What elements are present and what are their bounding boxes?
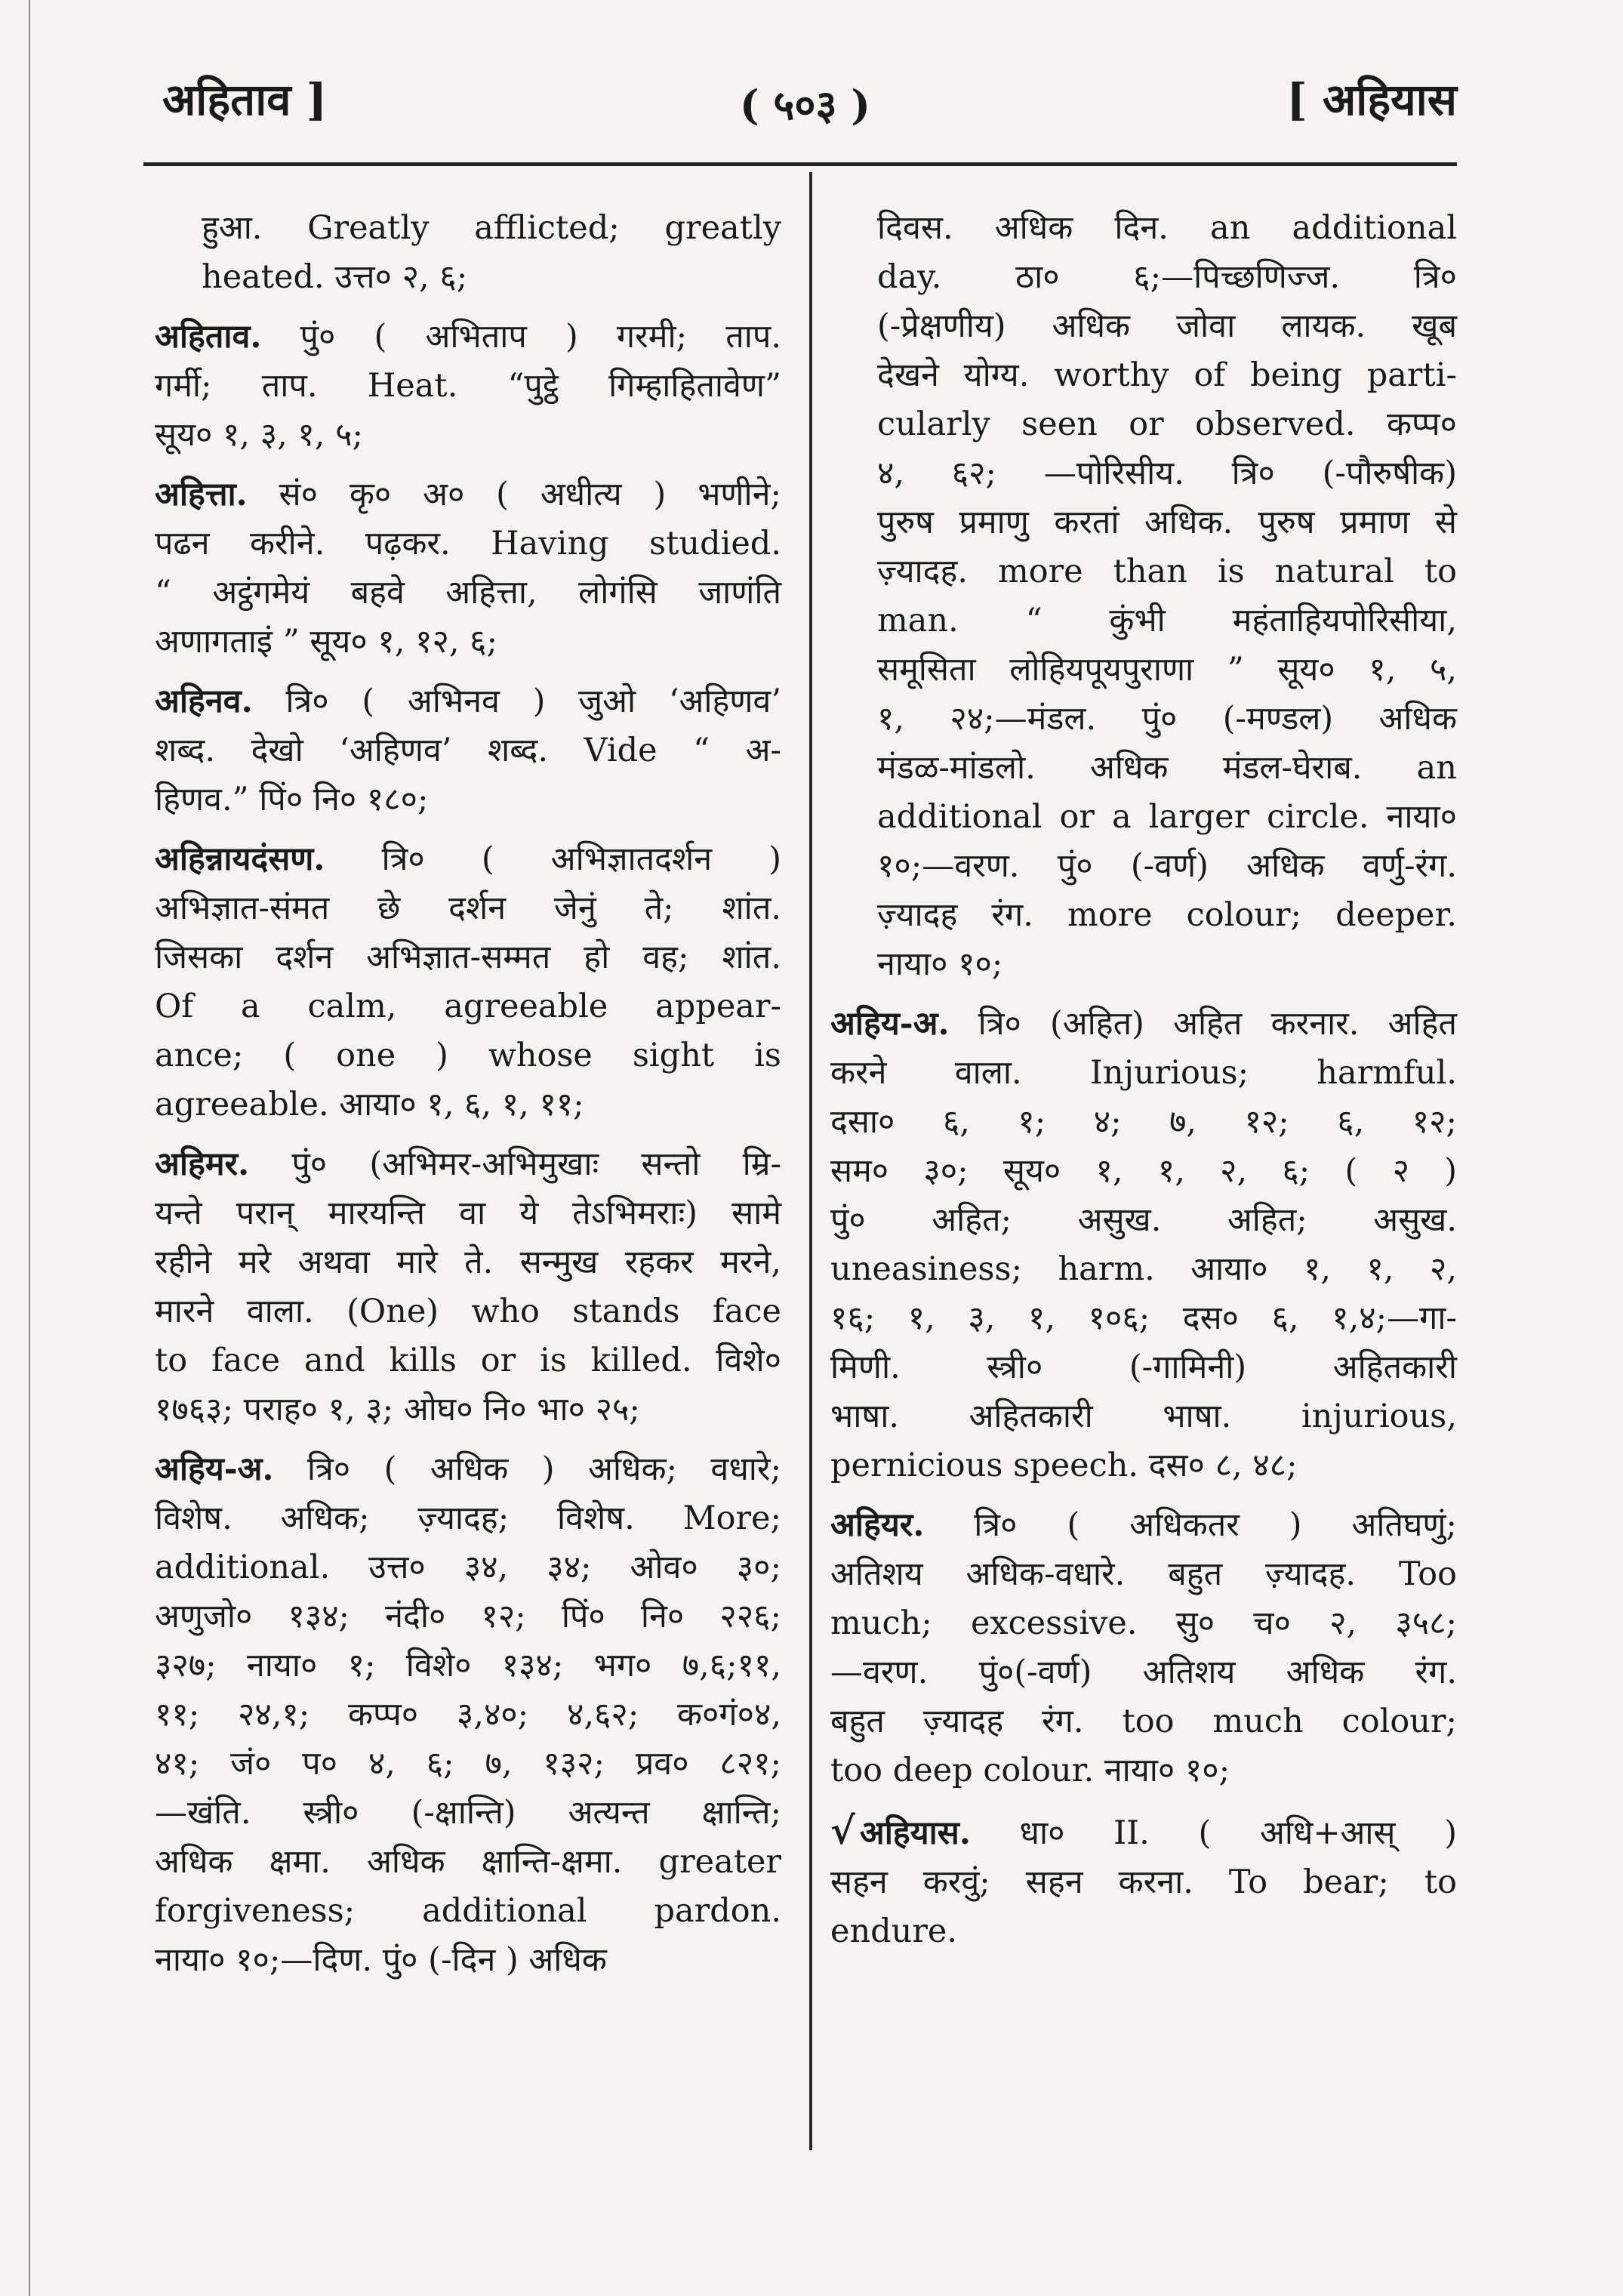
entry-line: अधिक क्षमा. अधिक क्षान्ति-क्षमा. greater (155, 1843, 781, 1881)
entry-line: “ अट्ठंगमेयं बहवे अहित्ता, लोगंसि जाणंति (155, 574, 781, 612)
entry-line: forgiveness; additional pardon. (155, 1892, 781, 1930)
dictionary-entry (155, 1445, 781, 1985)
header-rule (143, 162, 1457, 166)
headword: अहियास. (859, 1814, 971, 1852)
dictionary-entry (830, 1501, 1457, 1795)
entry-line: too deep colour. नाया० १०; (830, 1752, 1230, 1789)
headword: अहिमर. (155, 1145, 250, 1183)
entry-line: हिणव.” पिं० नि० १८०; (155, 781, 429, 818)
entry-line: ११; २४,१; कप्प० ३,४०; ४,६२; क०गं०४, (155, 1696, 781, 1734)
entry-line: (-प्रेक्षणीय) अधिक जोवा लायक. खूब (877, 307, 1457, 345)
entry-line: शब्द. देखो ‘अहिणव’ शब्द. Vide “ अ- (155, 732, 781, 769)
entry-line: विशेष. अधिक; ज़्यादह; विशेष. More; (155, 1499, 781, 1537)
entry-line: नाया० १०;—दिण. पुं० (-दिन ) अधिक (155, 1941, 607, 1979)
entry-line: यन्ते परान् मारयन्ति वा ये तेऽभिमराः) सामे (155, 1194, 781, 1232)
entry-line: करने वाला. Injurious; harmful. (830, 1054, 1457, 1092)
entry-line: अहियर. त्रि० ( अधिकतर ) अतिघणुं; (830, 1506, 1457, 1544)
entry-line: अणागताइं ” सूय० १, १२, ६; (155, 623, 498, 661)
entry-line: पुं० अहित; असुख. अहित; असुख. (830, 1201, 1457, 1239)
entry-line: १७६३; पराह० १, ३; ओघ० नि० भा० २५; (155, 1391, 640, 1428)
headword: अहिताव. (155, 318, 262, 356)
header-last-word: [ अहियास (1286, 74, 1457, 125)
entry-line: Of a calm, agreeable appear- (155, 988, 781, 1025)
entry-line: man. “ कुंभी महंताहियपोरिसीया, (877, 602, 1457, 639)
entry-line: agreeable. आया० १, ६, १, ११; (155, 1086, 584, 1123)
entry-line: मारने वाला. (One) who stands face (155, 1293, 781, 1330)
entry-line: pernicious speech. दस० ८, ४८; (830, 1447, 1298, 1484)
page-binding-line (29, 0, 30, 2296)
dictionary-entry (155, 470, 781, 667)
entry-line: day. ठा० ६;—पिच्छणिज्ज. त्रि० (877, 258, 1457, 296)
root-mark: √ (830, 1808, 855, 1853)
entry-line: ज़्यादह रंग. more colour; deeper. (877, 896, 1457, 934)
column-divider (809, 172, 812, 2150)
entry-line: जिसका दर्शन अभिज्ञात-सम्मत हो वह; शांत. (155, 938, 781, 976)
page-header (143, 62, 1457, 137)
headword: अहिनव. (155, 683, 253, 720)
entry-line: अहिय-अ. त्रि० ( अधिक ) अधिक; वधारे; (155, 1450, 781, 1488)
entry-line: to face and kills or is killed. विशे० (155, 1342, 781, 1379)
headword: अहियर. (830, 1506, 925, 1544)
continued-entry (830, 204, 1457, 989)
entry-line: √ अहियास. धा० II. ( अधि+आस् ) (830, 1808, 1457, 1853)
dictionary-entry (830, 1000, 1457, 1490)
entry-line: अणुजो० १३४; नंदी० १२; पिं० नि० २२६; (155, 1598, 781, 1635)
dictionary-entry (830, 1806, 1457, 1956)
entry-line: ance; ( one ) whose sight is (155, 1037, 781, 1074)
entry-line: ४१; जं० प० ४, ६; ७, १३२; प्रव० ८२१; (155, 1745, 781, 1783)
entry-line: ३२७; नाया० १; विशे० १३४; भग० ७,६;११, (155, 1647, 781, 1684)
entry-line: much; excessive. सु० च० २, ३५८; (830, 1604, 1457, 1642)
dictionary-entry (155, 313, 781, 460)
entry-line: uneasiness; harm. आया० १, १, २, (830, 1250, 1457, 1288)
entry-line: दसा० ६, १; ४; ७, १२; ६, १२; (830, 1103, 1457, 1141)
headword: अहिय-अ. (830, 1005, 950, 1043)
entry-line: पुरुष प्रमाणु करतां अधिक. पुरुष प्रमाण से (877, 504, 1457, 541)
page-number: ( ५०३ ) (740, 81, 870, 129)
entry-line: मंडळ-मांडलो. अधिक मंडल-घेराब. an (877, 749, 1457, 787)
entry-line: सहन करवुं; सहन करना. To bear; to (830, 1863, 1457, 1901)
entry-line: १, २४;—मंडल. पुं० (-मण्डल) अधिक (877, 700, 1457, 738)
entry-line: additional. उत्त० ३४, ३४; ओव० ३०; (155, 1549, 781, 1586)
entry-line: भाषा. अहितकारी भाषा. injurious, (830, 1398, 1457, 1435)
entry-line: अहित्ता. सं० कृ० अ० ( अधीत्य ) भणीने; (155, 476, 781, 513)
entry-line: दिवस. अधिक दिन. an additional (877, 209, 1457, 247)
entry-line: अहिन्नायदंसण. त्रि० ( अभिज्ञातदर्शन ) (155, 840, 781, 878)
entry-line: सम० ३०; सूय० १, १, २, ६; ( २ ) (830, 1152, 1457, 1190)
entry-line: अभिज्ञात-संमत छे दर्शन जेनुं ते; शांत. (155, 889, 781, 927)
entry-line: बहुत ज़्यादह रंग. too much colour; (830, 1703, 1457, 1740)
entry-line: —खंति. स्त्री० (-क्षान्ति) अत्यन्त क्षान्ति; (155, 1794, 781, 1832)
entry-line: मिणी. स्त्री० (-गामिनी) अहितकारी (830, 1348, 1457, 1386)
entry-line: १६; १, ३, १, १०६; दस० ६, १,४;—गा- (830, 1299, 1457, 1337)
entry-line: समूसिता लोहियपूयपुराणा ” सूय० १, ५, (877, 651, 1457, 689)
entry-line: १०;—वरण. पुं० (-वर्ण) अधिक वर्णु-रंग. (877, 847, 1457, 885)
headword: अहित्ता. (155, 476, 248, 513)
header-first-word: अहिताव ] (162, 74, 328, 125)
dictionary-entry (155, 1140, 781, 1435)
dictionary-entry (155, 677, 781, 824)
entry-line: ज़्यादह. more than is natural to (877, 553, 1457, 590)
entry-line: पढन करीने. पढ़कर. Having studied. (155, 525, 781, 562)
entry-line: cularly seen or observed. कप्प० (877, 405, 1457, 443)
entry-line: नाया० १०; (877, 945, 1003, 983)
left-column (155, 204, 781, 1996)
entry-line: देखने योग्य. worthy of being parti- (877, 356, 1457, 394)
entry-line: —वरण. पुं०(-वर्ण) अतिशय अधिक रंग. (830, 1653, 1457, 1691)
entry-line: हुआ. Greatly afflicted; greatly (202, 209, 781, 247)
entry-line: ४, ६२; —पोरिसीय. त्रि० (-पौरुषीक) (877, 455, 1457, 492)
entry-line: सूय० १, ३, १, ५; (155, 416, 363, 454)
entry-line: अहिताव. पुं० ( अभिताप ) गरमी; ताप. (155, 318, 781, 356)
entry-line: अतिशय अधिक-वधारे. बहुत ज़्यादह. Too (830, 1555, 1457, 1593)
headword: अहिन्नायदंसण. (155, 840, 325, 878)
entry-line: अहिमर. पुं० (अभिमर-अभिमुखाः सन्तो म्रि- (155, 1145, 781, 1183)
entry-line: endure. (830, 1912, 958, 1950)
continued-entry (155, 204, 781, 302)
entry-line: अहिनव. त्रि० ( अभिनव ) जुओ ‘अहिणव’ (155, 683, 781, 720)
headword: अहिय-अ. (155, 1450, 274, 1488)
entry-line: रहीने मरे अथवा मारे ते. सन्मुख रहकर मरने, (155, 1244, 781, 1281)
entry-line: additional or a larger circle. नाया० (877, 798, 1457, 836)
right-column (830, 204, 1457, 1967)
entry-line: heated. उत्त० २, ६; (202, 258, 468, 296)
entry-line: अहिय-अ. त्रि० (अहित) अहित करनार. अहित (830, 1005, 1457, 1043)
entry-line: गर्मी; ताप. Heat. “पुट्ठे गिम्हाहितावेण” (155, 367, 781, 405)
dictionary-entry (155, 835, 781, 1130)
